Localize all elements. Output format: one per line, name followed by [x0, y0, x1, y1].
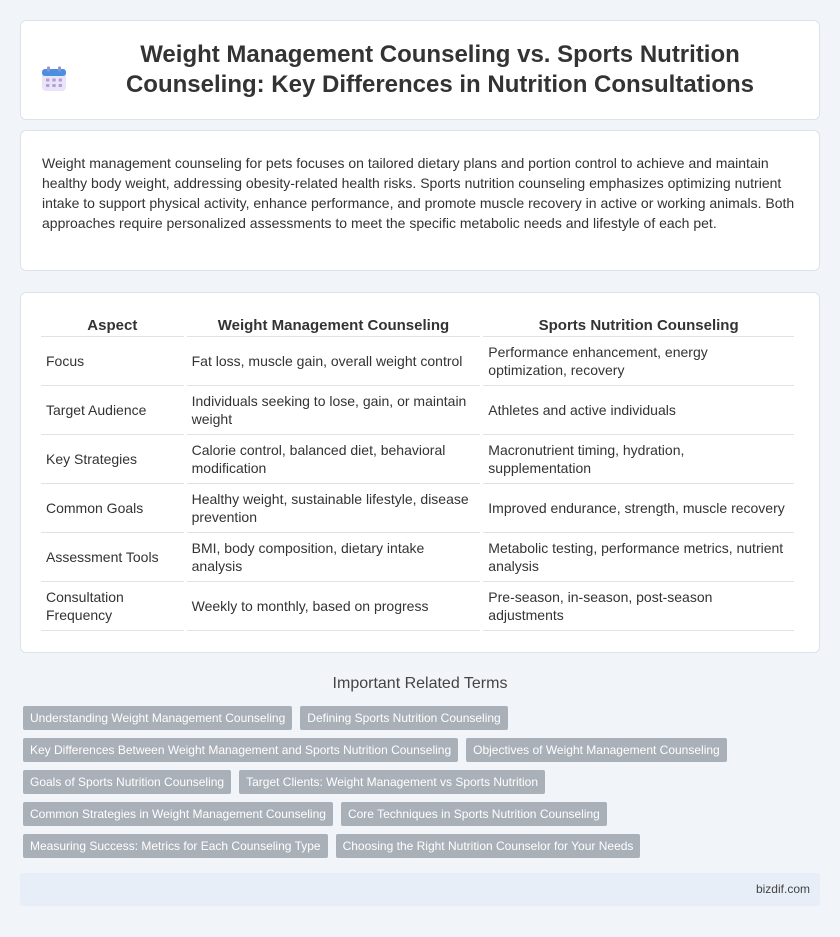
tag-row	[23, 834, 823, 858]
related-term-tag[interactable]: Measuring Success: Metrics for Each Counseling Type	[23, 834, 328, 858]
row-weight-management: Weekly to monthly, based on progress	[187, 582, 481, 631]
calendar-icon	[41, 66, 67, 92]
table-row	[41, 386, 794, 435]
row-sports-nutrition: Metabolic testing, performance metrics, nutrient analysis	[483, 533, 794, 582]
row-aspect: Focus	[41, 337, 184, 386]
related-term-tag[interactable]: Understanding Weight Management Counseling	[23, 706, 292, 730]
footer-brand[interactable]: bizdif.com	[755, 882, 810, 896]
row-weight-management: Individuals seeking to lose, gain, or maintain weight	[187, 386, 481, 435]
row-aspect: Target Audience	[41, 386, 184, 435]
header-weight-management: Weight Management Counseling	[187, 310, 481, 337]
related-terms-title: Important Related Terms	[332, 675, 508, 692]
row-sports-nutrition: Athletes and active individuals	[483, 386, 794, 435]
table-row	[41, 435, 794, 484]
table-row	[41, 337, 794, 386]
row-sports-nutrition: Pre-season, in-season, post-season adjustments	[483, 582, 794, 631]
row-weight-management: Calorie control, balanced diet, behavioral modification	[187, 435, 481, 484]
table-header-row	[41, 310, 794, 337]
table-row	[41, 533, 794, 582]
related-term-tag[interactable]: Goals of Sports Nutrition Counseling	[23, 770, 231, 794]
row-weight-management: BMI, body composition, dietary intake analysis	[187, 533, 481, 582]
row-weight-management: Fat loss, muscle gain, overall weight control	[187, 337, 481, 386]
row-aspect: Consultation Frequency	[41, 582, 184, 631]
row-weight-management: Healthy weight, sustainable lifestyle, disease prevention	[187, 484, 481, 533]
tag-row	[23, 802, 823, 826]
related-term-tag[interactable]: Core Techniques in Sports Nutrition Counseling	[341, 802, 607, 826]
row-sports-nutrition: Improved endurance, strength, muscle recovery	[483, 484, 794, 533]
intro-card	[20, 130, 820, 271]
header-sports-nutrition: Sports Nutrition Counseling	[483, 310, 794, 337]
related-term-tag[interactable]: Choosing the Right Nutrition Counselor for Your Needs	[336, 834, 641, 858]
comparison-card	[20, 292, 820, 653]
row-aspect: Common Goals	[41, 484, 184, 533]
title-wrap	[21, 40, 819, 100]
related-terms-list	[23, 706, 823, 866]
related-term-tag[interactable]: Target Clients: Weight Management vs Sports Nutrition	[239, 770, 545, 794]
header-aspect: Aspect	[41, 310, 184, 337]
table-row	[41, 582, 794, 631]
table-row	[41, 484, 794, 533]
row-aspect: Assessment Tools	[41, 533, 184, 582]
footer	[20, 873, 820, 906]
row-sports-nutrition: Performance enhancement, energy optimization, recovery	[483, 337, 794, 386]
related-term-tag[interactable]: Defining Sports Nutrition Counseling	[300, 706, 507, 730]
tag-row	[23, 706, 823, 730]
related-term-tag[interactable]: Common Strategies in Weight Management Counseling	[23, 802, 333, 826]
row-aspect: Key Strategies	[41, 435, 184, 484]
related-term-tag[interactable]: Key Differences Between Weight Management and Sports Nutrition Counseling	[23, 738, 458, 762]
title-card	[20, 20, 820, 120]
comparison-table	[38, 310, 797, 631]
page-title: Weight Management Counseling vs. Sports Nutrition Counseling: Key Differences in Nutrition Consultations	[125, 41, 755, 98]
related-term-tag[interactable]: Objectives of Weight Management Counseling	[466, 738, 727, 762]
intro-paragraph: Weight management counseling for pets focuses on tailored dietary plans and portion control to achieve and maintain healthy body weight, addressing obesity-related health risks. Sports nutrition counseling emphasizes optimizing nutrient intake to support physical activity, enhance performance, and promote muscle recovery in active or working animals. Both approaches require personalized assessments to meet the specific metabolic needs and lifestyle of each pet.	[42, 155, 795, 231]
tag-row	[23, 770, 823, 794]
row-sports-nutrition: Macronutrient timing, hydration, supplementation	[483, 435, 794, 484]
tag-row	[23, 738, 823, 762]
